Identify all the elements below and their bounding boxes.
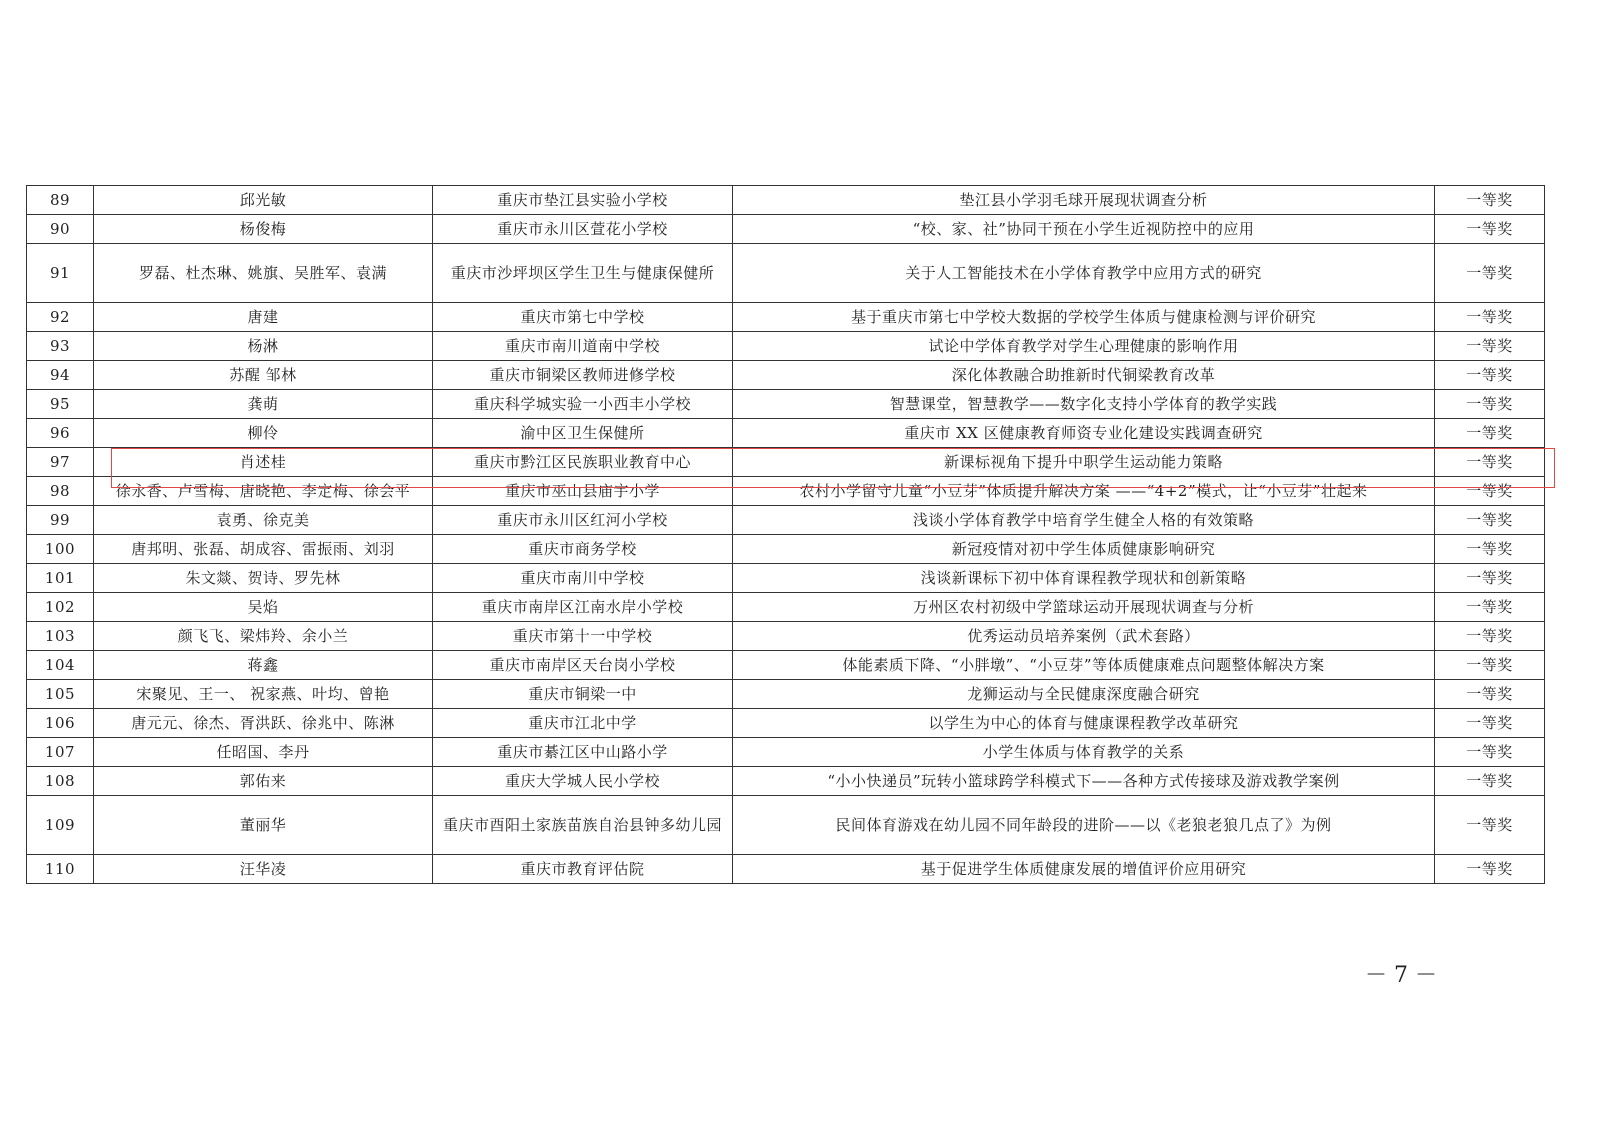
row-award: 一等奖 <box>1435 448 1545 477</box>
row-unit: 重庆市黔江区民族职业教育中心 <box>433 448 733 477</box>
row-unit: 重庆市第十一中学校 <box>433 622 733 651</box>
table-row <box>27 361 1545 390</box>
row-number: 99 <box>27 506 94 535</box>
row-award: 一等奖 <box>1435 709 1545 738</box>
row-authors: 罗磊、杜杰琳、姚旗、吴胜军、袁满 <box>94 244 433 303</box>
row-number: 110 <box>27 855 94 884</box>
row-title: 试论中学体育教学对学生心理健康的影响作用 <box>733 332 1435 361</box>
row-number: 109 <box>27 796 94 855</box>
row-number: 95 <box>27 390 94 419</box>
table-row <box>27 535 1545 564</box>
table-row <box>27 796 1545 855</box>
table-row <box>27 186 1545 215</box>
row-number: 100 <box>27 535 94 564</box>
row-number: 93 <box>27 332 94 361</box>
row-authors: 徐永香、卢雪梅、唐晓艳、李定梅、徐会平 <box>94 477 433 506</box>
row-award: 一等奖 <box>1435 855 1545 884</box>
table-row <box>27 651 1545 680</box>
row-unit: 重庆市南川道南中学校 <box>433 332 733 361</box>
row-authors: 郭佑来 <box>94 767 433 796</box>
row-award: 一等奖 <box>1435 390 1545 419</box>
row-award: 一等奖 <box>1435 477 1545 506</box>
row-title: 关于人工智能技术在小学体育教学中应用方式的研究 <box>733 244 1435 303</box>
row-title: 垫江县小学羽毛球开展现状调查分析 <box>733 186 1435 215</box>
row-title: 以学生为中心的体育与健康课程教学改革研究 <box>733 709 1435 738</box>
row-unit: 重庆市永川区萱花小学校 <box>433 215 733 244</box>
row-title: 小学生体质与体育教学的关系 <box>733 738 1435 767</box>
table-row <box>27 738 1545 767</box>
row-authors: 肖述桂 <box>94 448 433 477</box>
table-row <box>27 477 1545 506</box>
row-title: 深化体教融合助推新时代铜梁教育改革 <box>733 361 1435 390</box>
row-unit: 重庆市第七中学校 <box>433 303 733 332</box>
award-table <box>26 185 1545 884</box>
row-number: 92 <box>27 303 94 332</box>
row-authors: 唐邦明、张磊、胡成容、雷振雨、刘羽 <box>94 535 433 564</box>
table-row <box>27 332 1545 361</box>
row-number: 102 <box>27 593 94 622</box>
row-award: 一等奖 <box>1435 738 1545 767</box>
row-number: 108 <box>27 767 94 796</box>
row-number: 104 <box>27 651 94 680</box>
row-award: 一等奖 <box>1435 244 1545 303</box>
row-unit: 重庆市巫山县庙宇小学 <box>433 477 733 506</box>
row-number: 103 <box>27 622 94 651</box>
row-unit: 重庆市商务学校 <box>433 535 733 564</box>
row-authors: 柳伶 <box>94 419 433 448</box>
row-award: 一等奖 <box>1435 186 1545 215</box>
row-unit: 重庆市南川中学校 <box>433 564 733 593</box>
table-row <box>27 215 1545 244</box>
row-number: 107 <box>27 738 94 767</box>
table-row <box>27 593 1545 622</box>
row-title: 万州区农村初级中学篮球运动开展现状调查与分析 <box>733 593 1435 622</box>
row-award: 一等奖 <box>1435 767 1545 796</box>
row-authors: 苏醒 邹林 <box>94 361 433 390</box>
row-title: 浅谈小学体育教学中培育学生健全人格的有效策略 <box>733 506 1435 535</box>
row-authors: 唐建 <box>94 303 433 332</box>
table-row <box>27 622 1545 651</box>
row-unit: 重庆市綦江区中山路小学 <box>433 738 733 767</box>
row-title: 龙狮运动与全民健康深度融合研究 <box>733 680 1435 709</box>
row-number: 97 <box>27 448 94 477</box>
row-authors: 唐元元、徐杰、胥洪跃、徐兆中、陈淋 <box>94 709 433 738</box>
row-title: 农村小学留守儿童“小豆芽”体质提升解决方案 ——“4+2”模式，让“小豆芽”壮起来 <box>733 477 1435 506</box>
table-row <box>27 767 1545 796</box>
row-title: 新冠疫情对初中学生体质健康影响研究 <box>733 535 1435 564</box>
row-number: 96 <box>27 419 94 448</box>
row-unit: 重庆大学城人民小学校 <box>433 767 733 796</box>
table-row <box>27 448 1545 477</box>
row-title: “小小快递员”玩转小篮球跨学科模式下——各种方式传接球及游戏教学案例 <box>733 767 1435 796</box>
row-authors: 吴焰 <box>94 593 433 622</box>
table-row <box>27 303 1545 332</box>
row-award: 一等奖 <box>1435 622 1545 651</box>
row-award: 一等奖 <box>1435 680 1545 709</box>
row-award: 一等奖 <box>1435 651 1545 680</box>
row-number: 98 <box>27 477 94 506</box>
row-title: 优秀运动员培养案例（武术套路） <box>733 622 1435 651</box>
row-authors: 蒋鑫 <box>94 651 433 680</box>
row-number: 106 <box>27 709 94 738</box>
row-authors: 颜飞飞、梁炜羚、余小兰 <box>94 622 433 651</box>
page-number: － 7 － <box>1365 963 1437 988</box>
row-award: 一等奖 <box>1435 215 1545 244</box>
row-unit: 重庆市沙坪坝区学生卫生与健康保健所 <box>433 244 733 303</box>
table-row <box>27 419 1545 448</box>
row-authors: 任昭国、李丹 <box>94 738 433 767</box>
row-authors: 宋聚见、王一、 祝家燕、叶均、曾艳 <box>94 680 433 709</box>
row-award: 一等奖 <box>1435 332 1545 361</box>
row-award: 一等奖 <box>1435 535 1545 564</box>
row-unit: 重庆市垫江县实验小学校 <box>433 186 733 215</box>
row-unit: 重庆市永川区红河小学校 <box>433 506 733 535</box>
row-title: 智慧课堂，智慧教学——数字化支持小学体育的教学实践 <box>733 390 1435 419</box>
row-award: 一等奖 <box>1435 419 1545 448</box>
row-unit: 重庆科学城实验一小西丰小学校 <box>433 390 733 419</box>
row-title: 体能素质下降、“小胖墩”、“小豆芽”等体质健康难点问题整体解决方案 <box>733 651 1435 680</box>
table-row <box>27 244 1545 303</box>
row-unit: 重庆市铜梁一中 <box>433 680 733 709</box>
row-title: 浅谈新课标下初中体育课程教学现状和创新策略 <box>733 564 1435 593</box>
row-title: “校、家、社”协同干预在小学生近视防控中的应用 <box>733 215 1435 244</box>
row-authors: 汪华凌 <box>94 855 433 884</box>
row-award: 一等奖 <box>1435 303 1545 332</box>
row-number: 91 <box>27 244 94 303</box>
table-row <box>27 564 1545 593</box>
row-title: 民间体育游戏在幼儿园不同年龄段的进阶——以《老狼老狼几点了》为例 <box>733 796 1435 855</box>
row-authors: 袁勇、徐克美 <box>94 506 433 535</box>
row-authors: 朱文燚、贺诗、罗先林 <box>94 564 433 593</box>
row-unit: 重庆市南岸区江南水岸小学校 <box>433 593 733 622</box>
row-authors: 龚萌 <box>94 390 433 419</box>
row-number: 94 <box>27 361 94 390</box>
row-authors: 杨淋 <box>94 332 433 361</box>
row-award: 一等奖 <box>1435 506 1545 535</box>
row-award: 一等奖 <box>1435 564 1545 593</box>
row-number: 89 <box>27 186 94 215</box>
table-row <box>27 855 1545 884</box>
table-row <box>27 390 1545 419</box>
table-row <box>27 709 1545 738</box>
award-table-body <box>27 186 1545 884</box>
row-unit: 重庆市铜梁区教师进修学校 <box>433 361 733 390</box>
table-row <box>27 506 1545 535</box>
row-unit: 渝中区卫生保健所 <box>433 419 733 448</box>
table-row <box>27 680 1545 709</box>
row-title: 新课标视角下提升中职学生运动能力策略 <box>733 448 1435 477</box>
row-authors: 杨俊梅 <box>94 215 433 244</box>
row-number: 105 <box>27 680 94 709</box>
row-authors: 邱光敏 <box>94 186 433 215</box>
row-title: 重庆市 XX 区健康教育师资专业化建设实践调查研究 <box>733 419 1435 448</box>
row-unit: 重庆市南岸区天台岗小学校 <box>433 651 733 680</box>
row-title: 基于促进学生体质健康发展的增值评价应用研究 <box>733 855 1435 884</box>
row-award: 一等奖 <box>1435 361 1545 390</box>
row-award: 一等奖 <box>1435 796 1545 855</box>
row-title: 基于重庆市第七中学校大数据的学校学生体质与健康检测与评价研究 <box>733 303 1435 332</box>
row-unit: 重庆市教育评估院 <box>433 855 733 884</box>
row-number: 101 <box>27 564 94 593</box>
row-award: 一等奖 <box>1435 593 1545 622</box>
row-unit: 重庆市酉阳土家族苗族自治县钟多幼儿园 <box>433 796 733 855</box>
row-unit: 重庆市江北中学 <box>433 709 733 738</box>
row-authors: 董丽华 <box>94 796 433 855</box>
row-number: 90 <box>27 215 94 244</box>
